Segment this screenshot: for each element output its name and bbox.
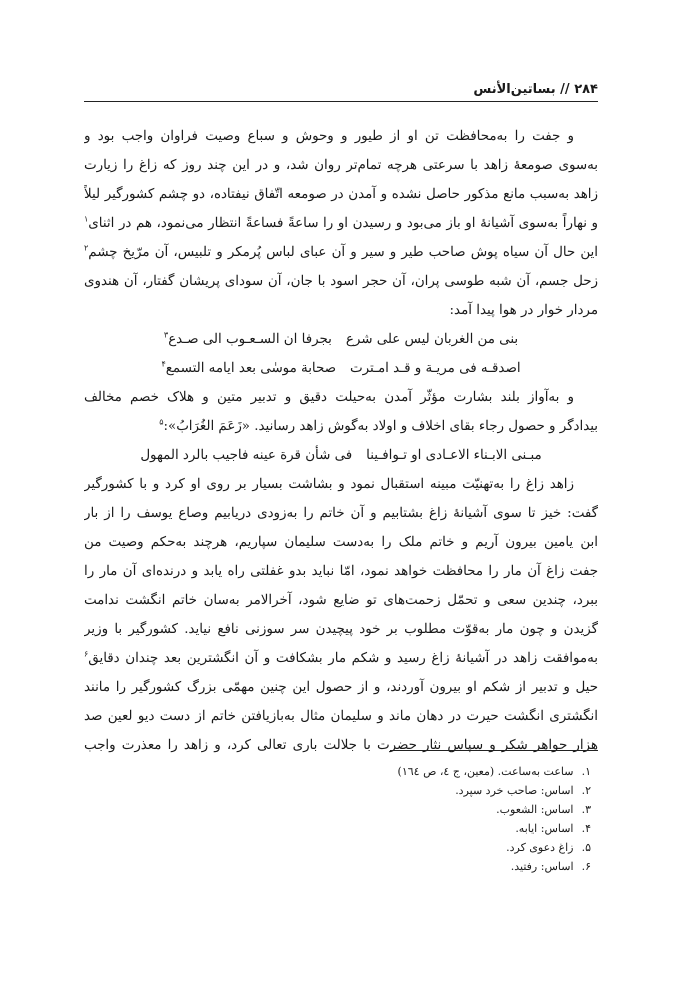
text-line: ببرد، چندین سعی و تحمّل زحمت‌های تو ضایع شود، آخرالامر به‌سان خاتم انگشت ندامت [84, 593, 598, 608]
text-line: و به‌آواز بلند بشارت مؤثّر آمدن به‌حیلت دقیق و تدبیر متین و هلاک خصم مخالف [84, 390, 574, 405]
text-line: زاهد به‌سبب مانع مذکور حاصل نشده و آمدن در صومعه اتّفاق نیفتاده، دو چشم کشورگیر لیلاً [84, 187, 598, 202]
verse-text: صحابة موسٰی بعد ایامه التسمع [165, 361, 337, 376]
footnote [291, 857, 591, 876]
verse-text: بجرفا ان السـعـوب الی صـدع [168, 332, 332, 347]
text-line: گزیدن و چون مار به‌قوّت مطلوب بر خود پیچیدن سر سوزنی نافع نیاید. کشورگیر با وزیر [84, 622, 598, 637]
footnote [291, 838, 591, 857]
footnote-text: اساس: ایابه. [515, 822, 574, 835]
footnote [291, 762, 591, 781]
footnote-text: زاغ دعوی کرد. [506, 841, 574, 854]
poem-verse [84, 354, 598, 383]
footnote-ref: ۵ [159, 417, 164, 427]
text-line: هزار جواهر شکر و سپاس نثار حضرت با جلالت باری تعالی کرد، و زاهد را معذرت واجب [84, 738, 598, 753]
running-title: ۲۸۴ // بساتین‌الأنس [473, 82, 598, 97]
text-line: به‌سوی صومعهٔ زاهد با سرعتی هرچه تمام‌تر روان شد، و در این چند روز که زاغ را زیارت [84, 158, 598, 173]
text-line: این حال آن سیاه پوش صاحب طیر و سیر و آن عبای لباس پُرمکر و تلبیس، آن مرّیخ چشم$^۲$ [84, 243, 598, 260]
footnote-number: ۲. [581, 784, 591, 797]
text-span: بیدادگر و حصول رجاء بقای اخلاف و اولاد به‌گوش زاهد رسانید. «زَعَمَ الغُرَابُ»: [163, 419, 598, 434]
footnote-number: ۶. [581, 860, 591, 873]
text-line: و نهاراً به‌سوی آشیانهٔ او باز می‌بود و رسیدن او را ساعةً فساعةً انتظار می‌نمود، هم در اثنای$^۱$ [84, 214, 598, 231]
verse-hemistich-right: اصدقـه فی مریـة و قـد امـترت [350, 361, 521, 376]
text-line: حیل و تدبیر از شکم او بیرون آوردند، و از حصول این چنین مهمّی بزرگ کشورگیر را مانند [84, 680, 598, 695]
footnote-divider [390, 750, 598, 751]
text-line: جفت زاغ آن مار را محافظت خواهد نمود، امّا نباید بدو غفلتی راه یابد و درنده‌ای آن مار را [84, 564, 598, 579]
footnote-ref: ۴ [161, 359, 166, 369]
verse-hemistich-right: مبـنی الابـناء الاعـادی او تـوافـینا [366, 448, 542, 463]
text-line: ابن یامین بیرون آریم و خاتم ملک را به‌دست سلیمان سپاریم، هرچند به‌حکم وصیت من [84, 535, 598, 550]
verse-hemistich-left [164, 325, 332, 354]
poem-verse [84, 325, 598, 354]
footnote [291, 800, 591, 819]
footnote-ref: ۲ [84, 243, 89, 253]
page-header [84, 82, 598, 100]
text-line: گفت: خیز تا سوی آشیانهٔ زاغ بشتابیم و آن خاتم را به‌زودی دریابیم وصاع یوسف را از بار [84, 506, 598, 521]
footnote-number: ۳. [581, 803, 591, 816]
text-line: زحل جسم، آن شبه طوسی پران، آن حجر اسود با جان، آن سودای پریشان گفتار، آن هندوی [84, 274, 598, 289]
footnote-text: اساس: الشعوب. [496, 803, 574, 816]
footnote-ref: ۱ [84, 214, 89, 224]
footnote [291, 819, 591, 838]
footnote-text: اساس: رفتید. [510, 860, 574, 873]
text-line: و جفت را به‌محافظت تن او از طیور و وحوش و سباع وصیت فراوان واجب بود و [84, 129, 574, 144]
text-line: به‌موافقت زاهد در آشیانهٔ زاغ رسید و شکم مار بشکافت و آن انگشترین بعد چندان دقایق$^۶$ [84, 649, 598, 666]
verse-hemistich-right: بنی من الغربان لیس علی شرع [345, 332, 519, 347]
footnote-ref: ۶ [84, 649, 89, 659]
text-line: مردار خوار در هوا پیدا آمد: [449, 303, 598, 318]
main-text [84, 122, 598, 760]
header-divider [84, 101, 598, 102]
text-line: انگشتری انگشت حیرت در دهان ماند و سلیمان مثال به‌بازیافتن خاتم از دست دیو لعین صد [84, 709, 598, 724]
text-line [84, 412, 598, 441]
footnote-number: ۵. [581, 841, 591, 854]
footnote-number: ۴. [581, 822, 591, 835]
verse-hemistich-left [161, 354, 336, 383]
text-line: زاهد زاغ را به‌تهنیّت مبینه استقبال نمود و بشاشت بسیار بر روی او کرد و با کشورگیر [84, 477, 574, 492]
footnote [291, 781, 591, 800]
poem-verse [84, 441, 598, 470]
footnotes [291, 762, 591, 876]
footnote-text: ساعت به‌ساعت. (معین، ج ٤، ص ١٦٤) [397, 765, 574, 778]
footnote-ref: ۳ [163, 330, 169, 340]
footnote-number: ۱. [581, 765, 591, 778]
verse-hemistich-left: فی شأن قرة عینه فاجیب بالرد المهول [140, 448, 353, 463]
footnote-text: اساس: صاحب خرد سپرد. [455, 784, 574, 797]
